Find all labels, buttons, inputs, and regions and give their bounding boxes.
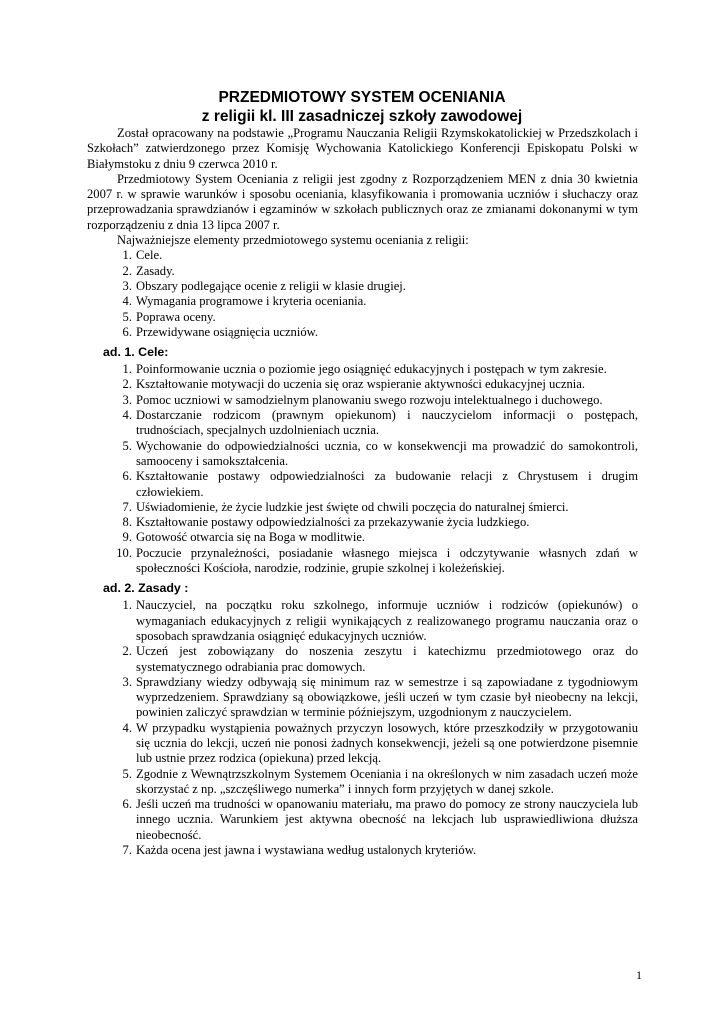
list-item: 4. W przypadku wystąpienia poważnych przyczyn losowych, które przeszkodziły w przygotowaniu się ucznia do lekcji, uczeń nie ponosi żadnych konsekwencji, jeżeli są one potwierdzone pisemnie lub ustnie przez rodzica (opiekuna) przed lekcją. xyxy=(122,720,638,766)
list-item: 8. Kształtowanie postawy odpowiedzialności za przekazywanie życia ludzkiego. xyxy=(122,515,530,530)
paragraph: Przedmiotowy System Oceniania z religii jest zgodny z Rozporządzeniem MEN z dnia 30 kwietnia 2007 r. w sprawie warunków i sposobu oceniania, klasyfikowania i promowania uczniów i słuchaczy oraz przeprowadzania sprawdzianów i egzaminów w szkołach publicznych oraz ze zmianami dokonanymi w tym rozporządzeniu z dnia 13 lipca 2007 r. xyxy=(87,171,638,232)
list-item: 5. Zgodnie z Wewnątrzszkolnym Systemem Oceniania i na określonych w nim zasadach uczeń może skorzystać z np. „szczęśliwego numerka” i innych form przyjętych w danej szkole. xyxy=(122,766,638,796)
list-item: 1. Nauczyciel, na początku roku szkolnego, informuje uczniów i rodziców (opiekunów) o wymaganiach edukacyjnych z religii wynikających z realizowanego programu nauczania oraz o sposobach sprawdzania osiągnięć edukacyjnych uczniów. xyxy=(122,598,638,643)
document-title: PRZEDMIOTOWY SYSTEM OCENIANIA xyxy=(218,89,506,106)
section-heading-zasady: ad. 2. Zasady : xyxy=(103,581,189,596)
list-item: 7. Każda ocena jest jawna i wystawiana według ustalonych kryteriów. xyxy=(122,843,477,858)
list-item: 2. Kształtowanie motywacji do uczenia się oraz wspieranie aktywności edukacyjnej ucznia. xyxy=(122,377,586,392)
list-item: 5. Poprawa oceny. xyxy=(122,309,216,324)
intro-list xyxy=(117,248,638,340)
intro-lead: Najważniejsze elementy przedmiotowego systemu oceniania z religii: xyxy=(117,233,469,248)
document-body xyxy=(87,126,638,858)
list-item: 1. Cele. xyxy=(122,248,163,263)
paragraph: Został opracowany na podstawie „Programu Nauczania Religii Rzymskokatolickiej w Przedszkolach i Szkołach” zatwierdzonego przez Komisję Wychowania Katolickiego Konferencji Episkopatu Polski w Białymstoku z dniu 9 czerwca 2010 r. xyxy=(87,126,638,171)
list-item: 5. Wychowanie do odpowiedzialności ucznia, co w konsekwencji ma prowadzić do samokontroli, samooceny i samokształcenia. xyxy=(122,438,638,468)
page-number: 1 xyxy=(636,968,642,982)
list-item: 6. Jeśli uczeń ma trudności w opanowaniu materiału, ma prawo do pomocy ze strony nauczyciela lub innego ucznia. Warunkiem jest aktywna obecność na lekcjach lub usprawiedliwiona dłuższa nieobecność. xyxy=(122,797,638,842)
list-item: 4. Dostarczanie rodzicom (prawnym opiekunom) i nauczycielom informacji o postępach, trudnościach, specjalnych uzdolnieniach ucznia. xyxy=(122,408,638,438)
list-item: 2. Uczeń jest zobowiązany do noszenia zeszytu i katechizmu przedmiotowego oraz do systematycznego odrabiania prac domowych. xyxy=(122,644,638,674)
list-item: 9. Gotowość otwarcia się na Boga w modlitwie. xyxy=(122,530,366,545)
list-item: 7. Uświadomienie, że życie ludzkie jest święte od chwili poczęcia do naturalnej śmierci. xyxy=(122,499,569,514)
list-item: 6. Przewidywane osiągnięcia uczniów. xyxy=(122,324,319,339)
list-item: 3. Sprawdziany wiedzy odbywają się minimum raz w semestrze i są zapowiadane z tygodniowym wyprzedzeniem. Sprawdziany są obowiązkowe, jeśli uczeń w tym czasie był nieobecny na lekcji, powinien zaliczyć sprawdzian w terminie późniejszym, uzgodnionym z nauczycielem. xyxy=(122,674,638,720)
section-heading-cele: ad. 1. Cele: xyxy=(103,345,169,360)
list-item: 10. Poczucie przynależności, posiadanie własnego miejsca i odczytywanie własnych zdań w społeczności Kościoła, narodzie, rodzinie, grupie szkolnej i koleżeńskiej. xyxy=(116,545,638,576)
list-item: 3. Obszary podlegające ocenie z religii w klasie drugiej. xyxy=(122,278,406,293)
list-item: 3. Pomoc uczniowi w samodzielnym planowaniu swego rozwoju intelektualnego i duchowego. xyxy=(122,392,603,407)
list-item: 6. Kształtowanie postawy odpowiedzialności za budowanie relacji z Chrystusem i drugim człowiekiem. xyxy=(122,469,638,499)
document-subtitle: z religii kl. III zasadniczej szkoły zawodowej xyxy=(201,108,523,125)
goals-list xyxy=(117,362,638,576)
list-item: 1. Poinformowanie ucznia o poziomie jego osiągnięć edukacyjnych i postępach w tym zakresie. xyxy=(122,362,607,377)
list-item: 2. Zasady. xyxy=(122,263,175,278)
rules-list xyxy=(117,598,638,858)
list-item: 4. Wymagania programowe i kryteria oceniania. xyxy=(122,294,367,309)
